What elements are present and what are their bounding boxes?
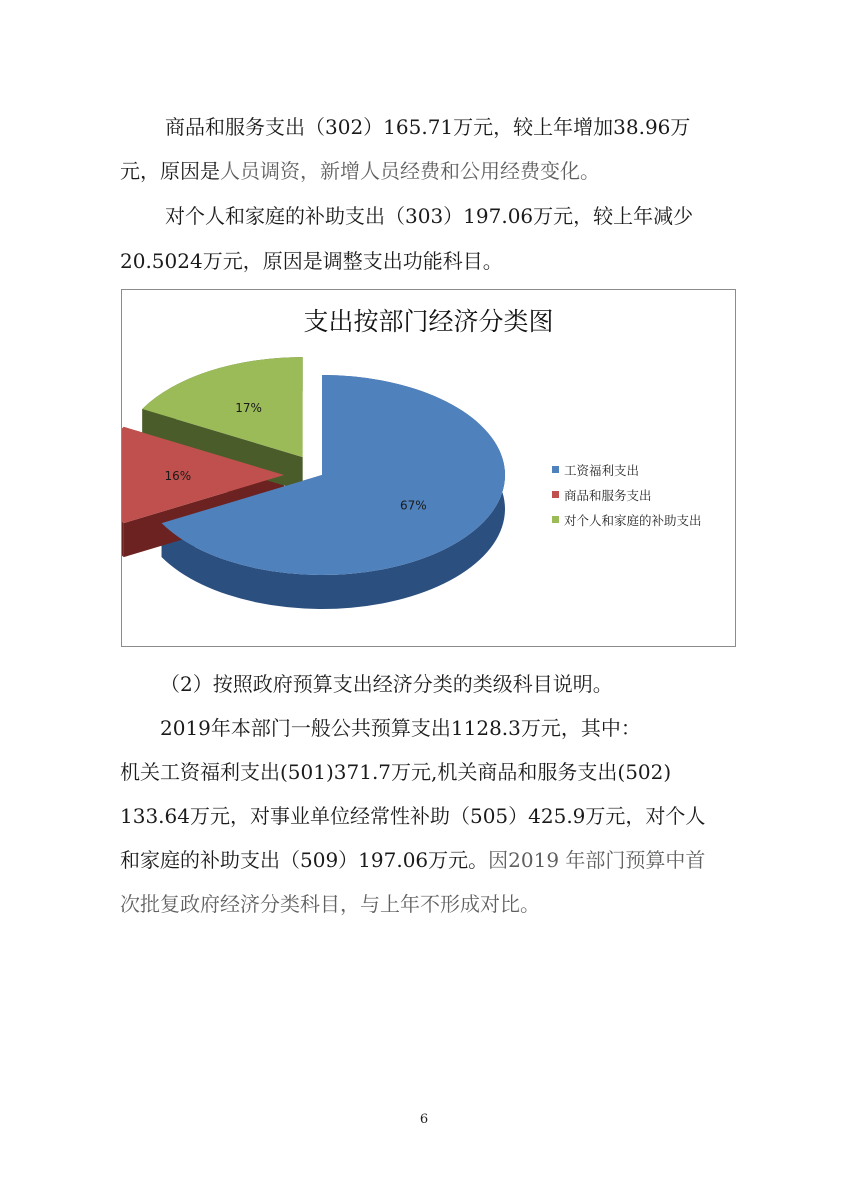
paragraph-line: 商品和服务支出（302）165.71万元，较上年增加38.96万 [165,115,691,139]
paragraph-line: 对个人和家庭的补助支出（303）197.06万元，较上年减少 [165,204,694,228]
legend-swatch [552,466,559,473]
chart-title: 支出按部门经济分类图 [303,307,554,336]
legend-item [552,482,702,507]
legend-item [552,457,702,482]
paragraph-line: 2019年本部门一般公共预算支出1128.3万元，其中： [160,716,641,740]
paragraph-line: 133.64万元，对事业单位经常性补助（505）425.9万元，对个人 [120,804,706,828]
paragraph-line: 机关工资福利支出(501)371.7万元,机关商品和服务支出(502) [120,760,672,784]
pie-data-label: 17% [235,401,262,416]
page-number: 6 [419,1112,429,1127]
paragraph-line: （2）按照政府预算支出经济分类的类级科目说明。 [160,672,613,696]
text-span: 和家庭的补助支出（509）197.06万元。 [120,848,489,872]
legend-swatch [552,491,559,498]
paragraph-line [120,157,600,185]
paragraph-line: 20.5024万元，原因是调整支出功能科目。 [120,249,503,273]
text-span: 因2019 年部门预算中首 [488,848,706,872]
text-span: 人员调资，新增人员经费和公用经费变化。 [220,159,600,183]
pie-data-label: 67% [400,498,427,513]
legend-item [552,507,702,532]
pie-chart-plot [122,310,542,640]
pie-data-label: 16% [164,469,192,483]
legend-label: 商品和服务支出 [564,487,652,503]
legend-label: 工资福利支出 [564,462,640,478]
legend-swatch [552,516,559,523]
paragraph-line: 次批复政府经济分类科目，与上年不形成对比。 [120,892,540,916]
text-span: 元，原因是 [120,159,220,183]
paragraph-line [120,846,705,874]
chart-legend [552,457,702,532]
pie-chart [121,289,736,647]
legend-label: 对个人和家庭的补助支出 [564,512,702,528]
